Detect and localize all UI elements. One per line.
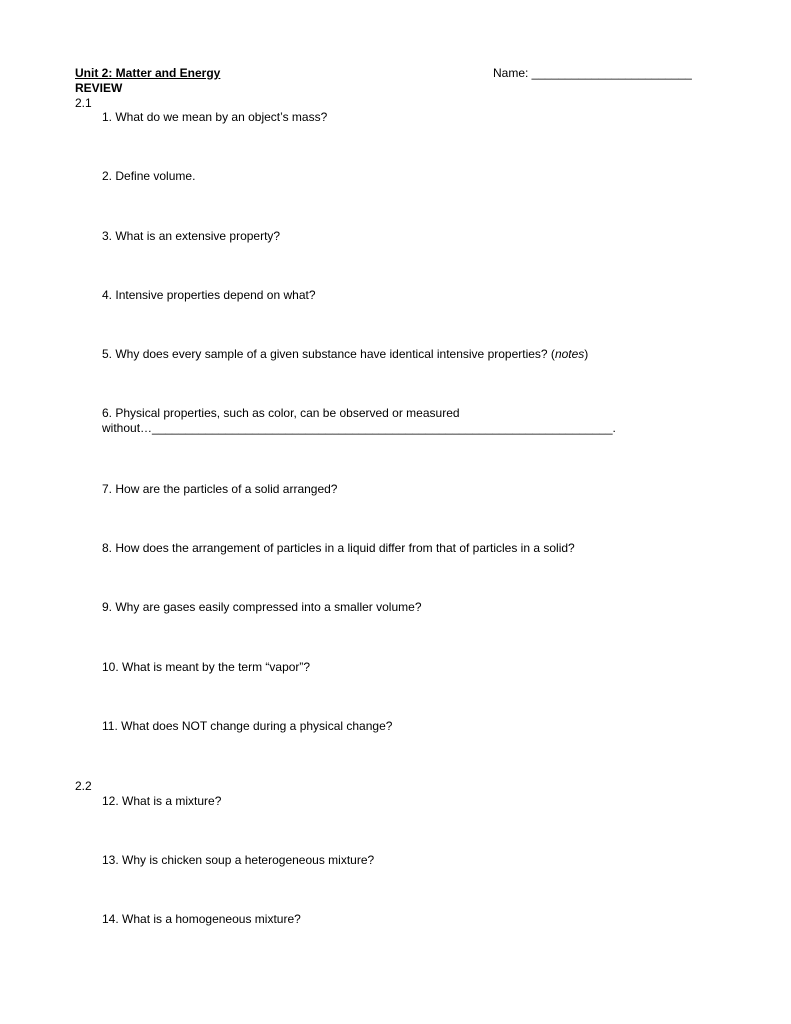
question-number: 11.: [102, 719, 118, 733]
question-text: Define volume.: [115, 169, 196, 183]
question-number: 9.: [102, 600, 113, 614]
question-text: Intensive properties depend on what?: [115, 288, 316, 302]
question-text: How are the particles of a solid arranged?: [115, 482, 338, 496]
question-2: [102, 169, 195, 184]
question-9: [102, 600, 422, 615]
section-label-2-2: 2.2: [75, 779, 92, 793]
question-text: How does the arrangement of particles in a liquid differ from that of particles in a solid?: [115, 541, 575, 555]
question-12: [102, 794, 221, 809]
question-text: What is a homogeneous mixture?: [122, 912, 301, 926]
question-text: What do we mean by an object’s mass?: [115, 110, 328, 124]
question-10: [102, 660, 310, 675]
question-text: Why is chicken soup a heterogeneous mixture?: [122, 853, 375, 867]
question-number: 8.: [102, 541, 113, 555]
question-text-end: ): [584, 347, 589, 361]
question-number: 7.: [102, 482, 113, 496]
question-text: What is a mixture?: [122, 794, 222, 808]
question-text: What does NOT change during a physical change?: [121, 719, 393, 733]
question-7: [102, 482, 337, 497]
name-field: Name: ________________________: [493, 66, 692, 80]
question-4: [102, 288, 316, 303]
question-number: 1.: [102, 110, 113, 124]
question-number: 10.: [102, 660, 119, 674]
question-number: 12.: [102, 794, 119, 808]
question-11: [102, 719, 392, 734]
question-number: 5.: [102, 347, 113, 361]
question-number: 3.: [102, 229, 113, 243]
question-number: 14.: [102, 912, 119, 926]
question-6: [102, 406, 460, 421]
worksheet-title: Unit 2: Matter and Energy: [75, 66, 221, 80]
question-text: What is an extensive property?: [115, 229, 281, 243]
question-number: 13.: [102, 853, 119, 867]
question-note: notes: [554, 347, 585, 361]
question-14: [102, 912, 301, 927]
question-3: [102, 229, 280, 244]
question-number: 2.: [102, 169, 113, 183]
question-6-answer-line: without…_____________________________________________________________________.: [102, 421, 616, 435]
question-1: [102, 110, 327, 125]
question-number: 6.: [102, 406, 113, 420]
question-8: [102, 541, 575, 556]
section-label-2-1: 2.1: [75, 96, 92, 110]
question-text: What is meant by the term “vapor”?: [122, 660, 311, 674]
question-5: [102, 347, 588, 362]
question-text: Physical properties, such as color, can be observed or measured: [115, 406, 460, 420]
question-13: [102, 853, 374, 868]
review-heading: REVIEW: [75, 81, 123, 95]
question-number: 4.: [102, 288, 113, 302]
question-text: Why are gases easily compressed into a smaller volume?: [115, 600, 422, 614]
question-text: Why does every sample of a given substance have identical intensive properties? (: [115, 347, 555, 361]
